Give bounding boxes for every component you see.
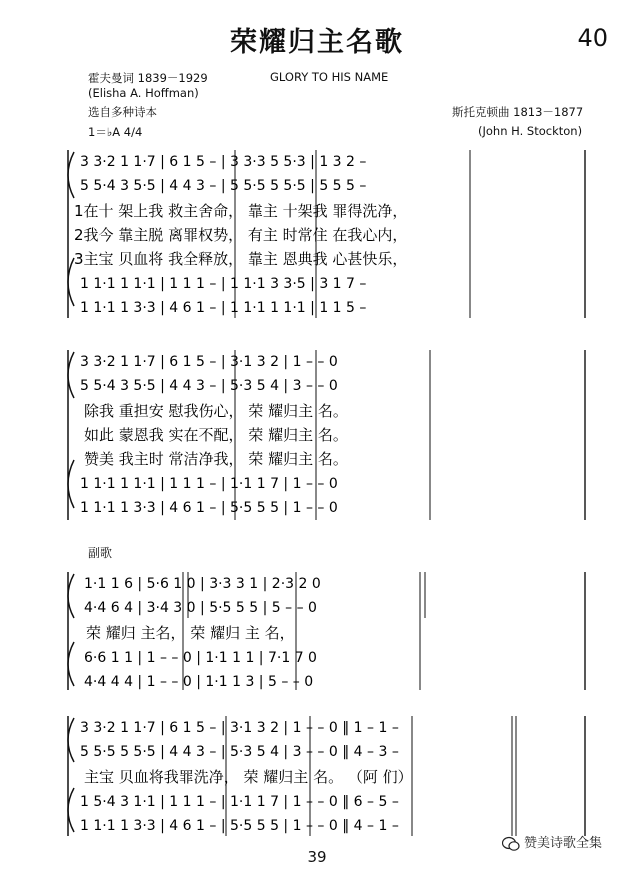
page-number: 40 (577, 24, 608, 52)
system-2-part-1: 3 3·2 1 1·7 | 6 1 5 – | 3·1 3 2 | 1 – – 0 (80, 354, 338, 370)
system-4-lyric-1: 主宝 贝血将我罪洗净， 荣 耀归主 名。 （阿 们） (84, 768, 413, 786)
system-1-lyric-1: 1在十 架上我 救主舍命， 靠主 十架我 罪得洗净， (74, 202, 408, 220)
footer-page-number: 39 (307, 848, 327, 866)
system-3 (68, 572, 585, 690)
refrain-label: 副歌 (88, 546, 113, 560)
system-2-lyric-2: 如此 蒙恩我 实在不配， 荣 耀归主 名。 (84, 426, 348, 444)
composer-en: (John H. Stockton) (478, 124, 583, 138)
system-4-lower-1: 1 5·4 3 1·1 | 1 1 1 – | 1·1 1 7 | 1 – – 0 ‖ 6 – 5 – (80, 794, 399, 810)
key-signature: 1＝♭A 4/4 (88, 125, 143, 139)
system-3-lower-2: 4·4 4 4 | 1 – – 0 | 1·1 1 3 | 5 – – 0 (84, 674, 314, 690)
system-1-lower-2: 1 1·1 1 3·3 | 4 6 1 – | 1 1·1 1 1·1 | 1 1 5 – (80, 300, 367, 316)
system-1-part-1: 3 3·2 1 1·7 | 6 1 5 – | 3 3·3 5 5·3 | 1 3 2 – (80, 154, 367, 170)
system-2-lower-1: 1 1·1 1 1·1 | 1 1 1 – | 1·1 1 7 | 1 – – 0 (80, 476, 338, 492)
composer-cn: 斯托克顿曲 1813－1877 (452, 105, 584, 119)
system-4-part-1: 3 3·2 1 1·7 | 6 1 5 – | 3·1 3 2 | 1 – – 0 ‖ 1 – 1 – (80, 720, 399, 736)
watermark (502, 832, 602, 852)
hymn-title: 荣耀归主名歌 (230, 27, 404, 58)
watermark-text: 赞美诗歌全集 (523, 836, 602, 851)
subtitle: GLORY TO HIS NAME (270, 70, 389, 84)
system-4-part-2: 5 5·5 5 5·5 | 4 4 3 – | 5·3 5 4 | 3 – – 0 ‖ 4 – 3 – (80, 744, 399, 760)
system-3-part-1: 1·1 1 6 | 5·6 1 0 | 3·3 3 1 | 2·3 2 0 (84, 576, 321, 592)
system-2 (68, 350, 585, 520)
system-2-lyric-3: 赞美 我主时 常洁净我， 荣 耀归主 名。 (84, 450, 348, 468)
system-4 (68, 716, 585, 836)
system-1-part-2: 5 5·4 3 5·5 | 4 4 3 – | 5 5·5 5 5·5 | 5 5 5 – (80, 178, 367, 194)
system-3-part-2: 4·4 6 4 | 3·4 3 0 | 5·5 5 5 | 5 – – 0 (84, 600, 317, 616)
system-2-lower-2: 1 1·1 1 3·3 | 4 6 1 – | 5·5 5 5 | 1 – – 0 (80, 500, 338, 516)
system-2-lyric-1: 除我 重担安 慰我伤心， 荣 耀归主 名。 (84, 402, 348, 420)
system-1-lyric-3: 3主宝 贝血将 我全释放， 靠主 恩典我 心甚快乐， (74, 250, 408, 268)
source-note: 选自多种诗本 (88, 105, 157, 119)
lyricist-cn: 霍夫曼词 1839－1929 (88, 71, 208, 85)
system-3-lower-1: 6·6 1 1 | 1 – – 0 | 1·1 1 1 | 7·1 7 0 (84, 650, 317, 666)
lyricist-en: (Elisha A. Hoffman) (88, 86, 199, 100)
system-1 (68, 150, 585, 318)
system-1-lower-1: 1 1·1 1 1·1 | 1 1 1 – | 1 1·1 3 3·5 | 3 1 7 – (80, 276, 367, 292)
chat-bubble-icon (502, 836, 520, 852)
system-4-lower-2: 1 1·1 1 3·3 | 4 6 1 – | 5·5 5 5 | 1 – – 0 ‖ 4 – 1 – (80, 818, 399, 834)
system-1-lyric-2: 2我今 靠主脱 离罪权势， 有主 时常住 在我心内， (74, 226, 408, 244)
system-3-lyric-1: 荣 耀归 主名， 荣 耀归 主 名， (86, 624, 295, 642)
system-2-part-2: 5 5·4 3 5·5 | 4 4 3 – | 5·3 5 4 | 3 – – 0 (80, 378, 338, 394)
